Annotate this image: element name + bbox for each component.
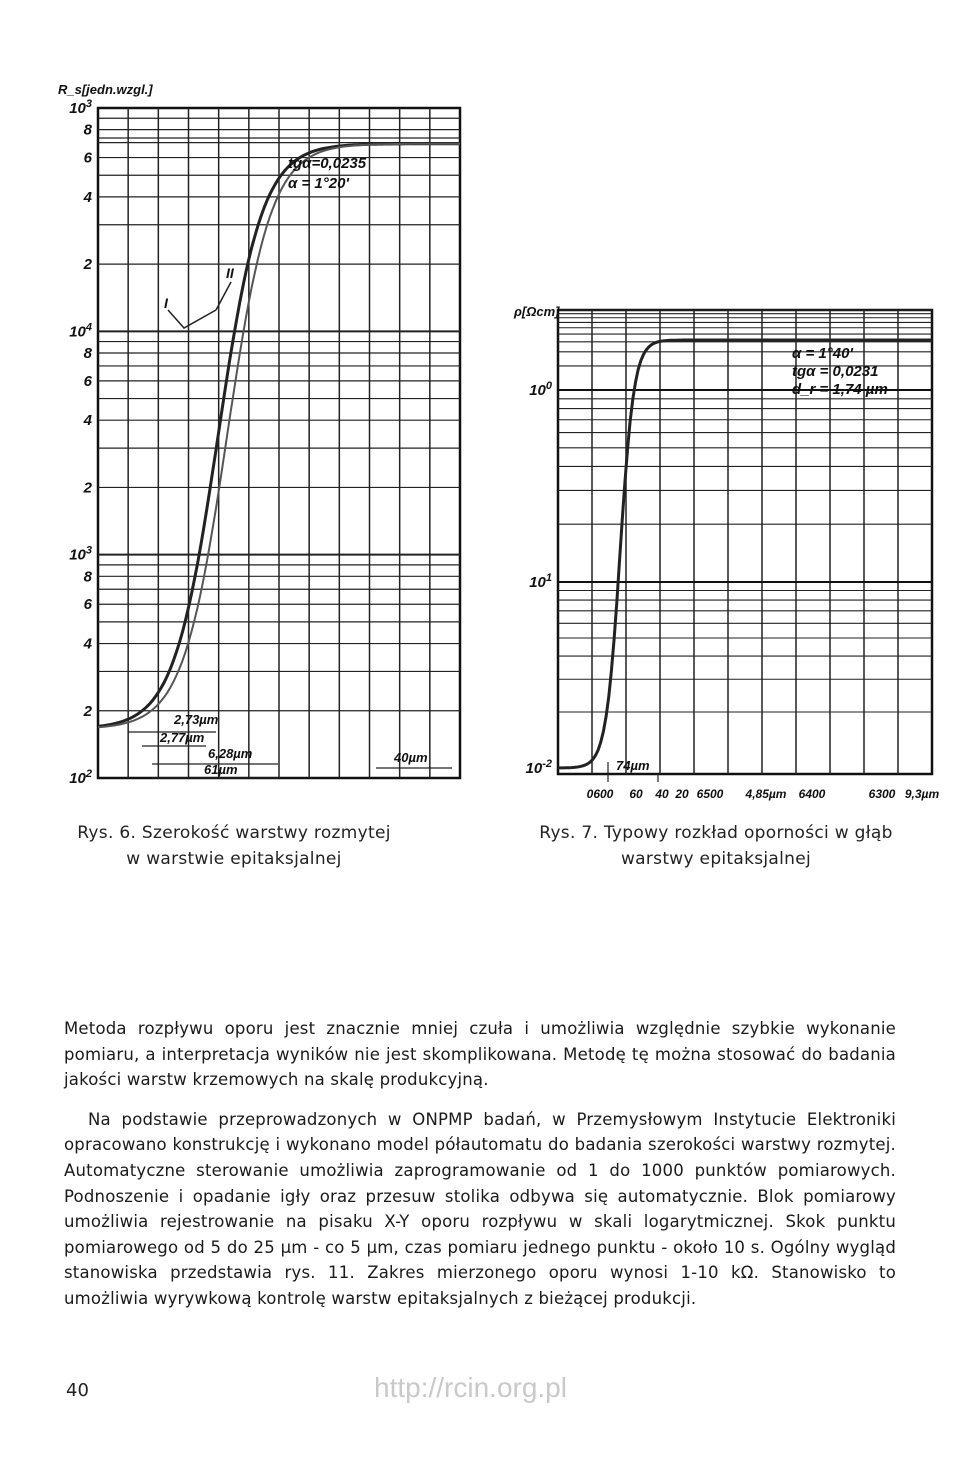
figure-6-annot-scale: 40µm [394,750,428,765]
figure-7-x-tick-label: 0600 [586,787,614,801]
figure-7-caption-line-1: Rys. 7. Typowy rozkład oporności w głąb [539,823,893,843]
source-url: http://rcin.org.pl [374,1372,567,1403]
figure-6-y-tick-label: 6 [83,372,92,390]
figure-6-annot-w2: 2,77µm [160,730,205,745]
figure-6-y-tick-label: $10^2$ [69,768,92,787]
figure-6-y-tick-label: 2 [83,256,92,274]
figure-7-annot-alpha: α = 1°40' [792,345,853,362]
figure-6-y-tick-label: 6 [83,149,92,167]
figure-6-annot-w1: 2,73µm [174,712,219,727]
figure-6-y-tick-label: 2 [83,479,92,497]
figure-7-ylabel: ρ[Ωcm] [514,304,560,319]
paragraph-1: Metoda rozpływu oporu jest znacznie mniej czuła i umożliwia względnie szybkie wykonanie pomiaru, a interpretacja wyników nie jest skomplikowana. Metodę tę można stosować do badania jakości warstw krzemowych na skalę produkcyjną. [64,1019,896,1090]
figure-6-y-tick-label: 4 [83,188,92,206]
figure-6-y-tick-label: 4 [83,635,92,653]
figure-6-grid [98,108,460,778]
figure-6-y-tick-label: 4 [83,412,92,430]
figure-7-annot-w: 74µm [616,758,650,773]
figure-7-x-tick-label: 20 [675,787,689,801]
figure-7-x-tick-label: 40 [655,787,669,801]
figure-6-y-tick-label: $10^3$ [69,544,92,564]
figure-7-x-tick-label: 4,85µm [745,787,787,801]
figure-7-x-tick-label: 6300 [868,787,896,801]
page-number: 40 [66,1380,89,1401]
figure-6-y-tick-label: 2 [83,702,92,720]
figure-6-annot-w3: 6,28µm [208,746,253,761]
paragraph-2: Na podstawie przeprowadzonych w ONPMP badań, w Przemysłowym Instytucie Elektroniki opracowano konstrukcję i wykonano model półautomatu do badania szerokości warstwy rozmytej. Automatyczne sterowanie umożliwia zaprogramowanie od 1 do 1000 punktów pomiarowych. Podnoszenie i opadanie igły oraz przesuw stolika odbywa się automatycznie. Blok pomiarowy umożliwia rejestrowanie na pisaku X-Y oporu rozpływu w skali logarytmicznej. Skok punktu pomiarowego od 5 do 25 µm - co 5 µm, czas pomiaru jednego punktu - około 10 s. Ogólny wygląd stanowiska przedstawia rys. 11. Zakres mierzonego oporu wynosi 1-10 kΩ. Stanowisko to umożliwia wyrywkową kontrolę warstw epitaksjalnych z bieżącej produkcji. [64,1109,896,1308]
figure-7 [510,298,950,808]
figure-7-x-tick-label: 60 [629,787,643,801]
figure-6-y-tick-label: 8 [83,344,92,362]
figure-6-y-tick-label: $10^3$ [69,98,92,117]
figure-7-y-tick-label: $10^0$ [529,380,552,399]
figure-6-leader-lines [168,282,231,328]
figure-7-annot-dr: d_r = 1,74 µm [792,381,888,398]
figure-6-caption-line-2: w warstwie epitaksjalnej [126,849,342,869]
figure-6-annot-curve-II: II [226,265,234,281]
figure-6-y-ticks [69,98,92,787]
figure-6-caption [64,820,404,872]
figure-7-annot-tg: tgα = 0,0231 [792,363,879,380]
figure-6-y-tick-label: $10^4$ [69,321,92,341]
body-text [64,1016,896,1312]
figure-7-x-tick-label: 6500 [696,787,724,801]
figure-6-y-tick-label: 8 [83,121,92,139]
figure-6-ylabel: R_s[jedn.wzgl.] [58,82,153,97]
figure-7-curve [558,340,932,768]
figure-6-y-tick-label: 6 [83,596,92,614]
figure-7-y-ticks [526,380,553,777]
figure-7-x-tick-label: 9,3µm [904,787,940,801]
figure-7-x-tick-label: 6400 [798,787,826,801]
figure-6-y-tick-label: 8 [83,568,92,586]
figure-6-annot-alpha: α = 1°20' [288,175,349,192]
figure-7-caption [516,820,916,872]
figure-6-annot-w4: 61µm [204,762,238,777]
figure-7-y-tick-label: $10^{-2}$ [525,758,552,777]
figure-6 [56,78,476,798]
figure-7-caption-line-2: warstwy epitaksjalnej [620,849,812,869]
figure-6-annot-curve-I: I [164,295,168,311]
figure-7-plot [510,298,950,808]
figure-7-y-tick-label: $10^1$ [529,572,552,591]
figure-6-caption-line-1: Rys. 6. Szerokość warstwy rozmytej [77,823,391,843]
figure-6-annot-tg: tgα=0,0235 [288,155,367,172]
figure-7-x-ticks [587,787,940,801]
figure-6-plot [56,78,476,798]
